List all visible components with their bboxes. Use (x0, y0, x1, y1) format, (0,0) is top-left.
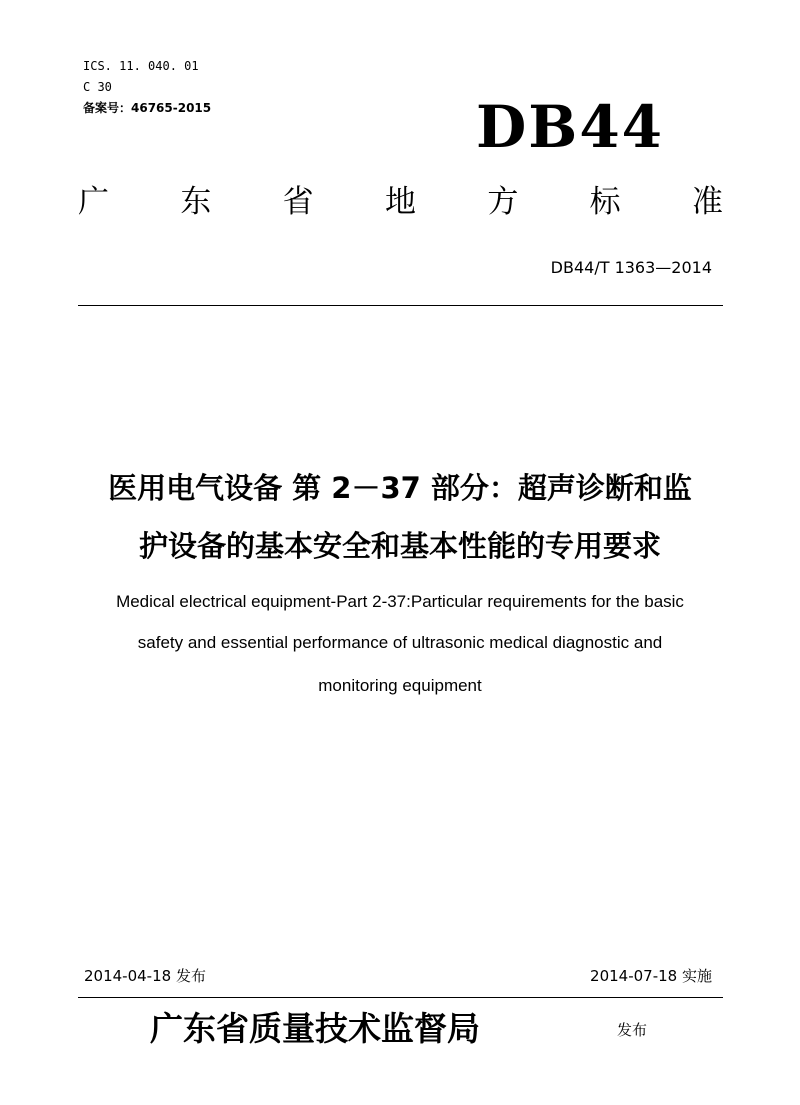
bottom-divider (78, 997, 723, 998)
issue-label: 发布 (617, 1021, 648, 1039)
filing-number: 备案号：46765-2015 (83, 101, 212, 115)
ics-code: ICS. 11. 040. 01 (83, 59, 199, 73)
issuing-authority: 广东省质量技术监督局 (150, 1009, 480, 1048)
title-en-line-2: safety and essential performance of ultrasonic medical diagnostic and (137, 633, 663, 652)
standard-type-char: 地 (384, 184, 416, 220)
ccs-code: C 30 (83, 80, 112, 94)
implementation-date: 2014-07-18 实施 (590, 967, 712, 985)
top-divider (78, 305, 723, 306)
title-cn-line-1: 医用电气设备 第 2－37 部分：超声诊断和监 (108, 471, 692, 505)
standard-type-char: 广 (78, 184, 109, 220)
standard-type-char: 省 (282, 184, 314, 220)
standard-number: DB44/T 1363—2014 (550, 258, 712, 277)
db-logo: DB44 (476, 93, 665, 161)
standard-type-char: 标 (589, 184, 621, 220)
standard-type-char: 方 (487, 184, 519, 220)
title-en-line-3: monitoring equipment (318, 676, 482, 695)
title-en-line-1: Medical electrical equipment-Part 2-37:Particular requirements for the basic (116, 592, 684, 611)
standard-type (78, 180, 723, 224)
title-cn-line-2: 护设备的基本安全和基本性能的专用要求 (138, 529, 661, 563)
issue-date: 2014-04-18 发布 (84, 967, 206, 985)
standard-type-char: 东 (180, 184, 212, 220)
standard-type-char: 准 (691, 184, 723, 220)
